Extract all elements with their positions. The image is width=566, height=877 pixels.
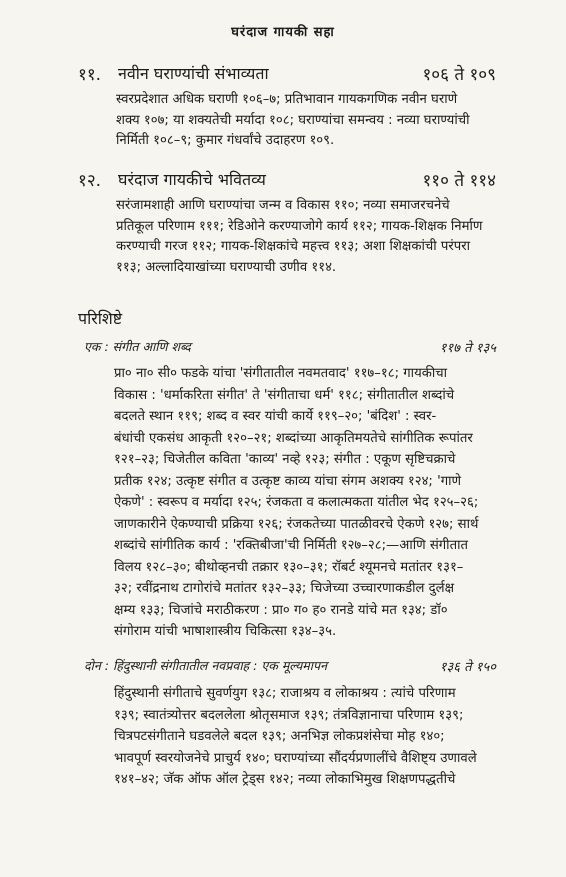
summary-line: विकास : 'धर्माकरिता संगीत' ते 'संगीताचा धर्म' ११८; संगीतातील शब्दांचे xyxy=(114,387,455,403)
running-header: घरंदाज गायकी सहा xyxy=(231,25,335,40)
appendix-title: दोन : हिंदुस्थानी संगीतातील नवप्रवाह : एक मूल्यमापन xyxy=(84,658,328,673)
summary-line: ११३; अल्लादियाखांच्या घराण्याची उणीव ११४. xyxy=(116,259,337,275)
entry-number: ११. xyxy=(78,65,102,85)
summary-line: विलय १२८–३०; बीथोव्हनची तक्रार १३०–३१; रॉबर्ट श्यूमनचे मतांतर १३१– xyxy=(114,559,464,575)
summary-line: भावपूर्ण स्वरयोजनेचे प्राचुर्य १४०; घराण्यांच्या सौंदर्यप्रणालींचे वैशिष्ट्य उणावले xyxy=(114,750,477,766)
summary-line: स्वरप्रदेशात अधिक घराणी १०६–७; प्रतिभावान गायकगणिक नवीन घराणे xyxy=(116,92,458,107)
summary-line: प्रा० ना० सी० फडके यांचा 'संगीतातील नवमतवाद' ११७–१८; गायकीचा xyxy=(114,366,448,381)
summary-line: जाणकारीने ऐकण्याची प्रक्रिया १२६; रंजकतेच्या पातळीवरचे ऐकणे १२७; सार्थ xyxy=(114,516,479,532)
entry-pages: १०६ ते १०९ xyxy=(422,65,496,85)
summary-line: संगोराम यांची भाषाशास्त्रीय चिकित्सा १३४–३५. xyxy=(114,624,337,639)
summary-line: ऐकणे' : स्वरूप व मर्यादा १२५; रंजकता व कलात्मकता यांतील भेद १२५–२६; xyxy=(114,495,479,510)
appendix-1 xyxy=(84,338,496,638)
entry-summary xyxy=(116,196,502,278)
summary-line: बंधांची एकसंध आकृती १२०–२१; शब्दांच्या आकृतिमयतेचे सांगीतिक रूपांतर xyxy=(114,430,473,446)
summary-line: शब्दांचे सांगीतिक कार्य : 'रक्तिबीजा'ची निर्मिती १२७–२८;—आणि संगीतात xyxy=(114,538,469,553)
toc-entry-11 xyxy=(78,62,496,152)
appendix-2 xyxy=(84,657,496,857)
toc-entry-12 xyxy=(78,168,496,288)
appendix-title: एक : संगीत आणि शब्द xyxy=(84,339,191,354)
summary-line: शक्य १०७; या शक्यतेची मर्यादा १०८; घराण्यांचा समन्वय : नव्या घराण्यांची xyxy=(116,112,470,128)
appendix-pages: १३६ ते १५० xyxy=(439,660,496,675)
appendix-summary xyxy=(114,683,496,791)
entry-number: १२. xyxy=(78,171,102,191)
summary-line: १४१–४२; जॅक ऑफ ऑल ट्रेड्स १४२; नव्या लोकाभिमुख शिक्षणपद्धतीचे xyxy=(114,772,456,787)
summary-line: प्रतिकूल परिणाम १११; रेडिओने करण्याजोगे कार्य ११२; गायक-शिक्षक निर्माण xyxy=(116,218,483,234)
summary-line: बदलते स्थान ११९; शब्द व स्वर यांची कार्ये ११९–२०; 'बंदिश' : स्वर- xyxy=(114,409,437,424)
summary-line: निर्मिती १०८–९; कुमार गंधर्वांचे उदाहरण १०९. xyxy=(116,133,335,148)
summary-line: चित्रपटसंगीताने घडवलेले बदल १३९; अनभिज्ञ लोकप्रशंसेचा मोह १४०; xyxy=(114,729,445,744)
summary-line: १३९; स्वातंत्र्योत्तर बदललेला श्रोतृसमाज १३९; तंत्रविज्ञानाचा परिणाम १३९; xyxy=(114,707,464,723)
summary-line: क्षम्य १३३; चिजांचे मराठीकरण : प्रा० ग० ह० रानडे यांचे मत १३४; डॉ० xyxy=(114,602,448,618)
entry-pages: ११० ते ११४ xyxy=(422,171,496,191)
summary-line: प्रतीक १२४; उत्कृष्ट संगीत व उत्कृष्ट काव्य यांचा संगम अशक्य १२४; 'गाणे xyxy=(114,473,462,489)
summary-line: करण्याची गरज ११२; गायक-शिक्षकांचे महत्त्व ११३; अशा शिक्षकांची परंपरा xyxy=(116,239,471,254)
entry-title: नवीन घराण्यांची संभाव्यता xyxy=(118,64,269,83)
summary-line: १२१–२३; चिजेतील कविता 'काव्य' नव्हे १२३; संगीत : एकूण सृष्टिचक्राचे xyxy=(114,452,456,467)
summary-line: ३२; रवींद्रनाथ टागोरांचे मतांतर १३२–३३; चिजेच्या उच्चारणाकडील दुर्लक्ष xyxy=(114,581,455,596)
appendix-summary xyxy=(114,363,496,643)
entry-summary xyxy=(116,90,502,152)
appendix-pages: ११७ ते १३५ xyxy=(439,341,496,356)
entry-title: घरंदाज गायकीचे भवितव्य xyxy=(118,170,266,189)
section-title: परिशिष्टे xyxy=(78,309,123,328)
summary-line: सरंजामशाही आणि घराण्यांचा जन्म व विकास ११०; नव्या समाजरचनेचे xyxy=(116,198,450,213)
summary-line: हिंदुस्थानी संगीताचे सुवर्णयुग १३८; राजाश्रय व लोकाश्रय : त्यांचे परिणाम xyxy=(114,686,456,701)
